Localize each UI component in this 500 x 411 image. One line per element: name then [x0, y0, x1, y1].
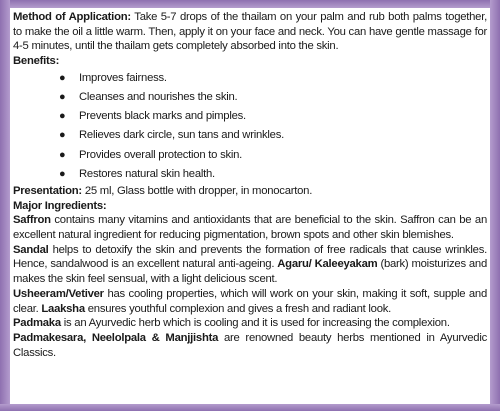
bottom-border: [0, 404, 500, 411]
benefit-text: Relieves dark circle, sun tans and wrinkles.: [79, 129, 284, 142]
left-border: [0, 0, 10, 411]
method-heading: Method of Application:: [13, 11, 131, 23]
right-border: [490, 0, 500, 411]
bullet-icon: ●: [59, 129, 66, 142]
agaru-text: (bark) moisturizes and makes the skin feel sensual, with a light delicious scent.: [13, 258, 487, 286]
padmaka-text: is an Ayurvedic herb which is cooling and it is used for increasing the complexion.: [60, 317, 450, 330]
benefits-heading: Benefits:: [13, 55, 60, 68]
list-item: [13, 165, 487, 184]
benefit-text: Restores natural skin health.: [79, 167, 215, 180]
padmaka-name: Padmaka: [13, 317, 61, 330]
method-paragraph: [13, 10, 487, 54]
sandal-paragraph: [13, 243, 487, 287]
bullet-icon: ●: [59, 148, 66, 161]
benefit-text: Improves fairness.: [79, 71, 167, 84]
padmaka-paragraph: [13, 316, 487, 331]
benefit-text: Cleanses and nourishes the skin.: [79, 91, 238, 103]
presentation-heading: Presentation:: [13, 184, 82, 197]
presentation-paragraph: [13, 184, 487, 199]
list-item: [13, 126, 487, 145]
bullet-icon: ●: [59, 71, 66, 84]
saffron-paragraph: [13, 213, 487, 242]
bullet-icon: ●: [59, 110, 66, 123]
padmakesara-text: are renowned beauty herbs mentioned in Ayurvedic Classics.: [13, 331, 487, 359]
laaksha-name: Laaksha: [41, 302, 85, 315]
agaru-name: Agaru/ Kaleeyakam: [277, 258, 378, 271]
padmakesara-name: Padmakesara, Neelolpala & Manjjishta: [13, 331, 219, 344]
document-content: [13, 10, 487, 360]
usheeram-text: has cooling properties, which will work on your skin, making it soft, supple and clear.: [13, 287, 487, 315]
top-border: [0, 0, 500, 8]
list-item: [13, 69, 487, 88]
bullet-icon: ●: [59, 91, 66, 103]
usheeram-name: Usheeram/Vetiver: [13, 287, 104, 300]
benefit-text: Provides overall protection to skin.: [79, 148, 243, 161]
presentation-text: 25 ml, Glass bottle with dropper, in monocarton.: [81, 184, 313, 197]
benefit-text: Prevents black marks and pimples.: [79, 110, 246, 123]
laaksha-text: ensures youthful complexion and gives a fresh and radiant look.: [84, 302, 392, 315]
list-item: [13, 107, 487, 126]
usheeram-paragraph: [13, 287, 487, 316]
list-item: [13, 88, 487, 107]
padmakesara-paragraph: [13, 331, 487, 360]
bullet-icon: ●: [59, 167, 66, 180]
method-text: Take 5-7 drops of the thailam on your palm and rub both palms together, to make the oil a little warm. Then, apply it on your face and neck. You can have gentle massage for 4-5 minutes, until the thailam gets completely absorbed into the skin.: [13, 11, 487, 53]
list-item: [13, 146, 487, 165]
saffron-text: contains many vitamins and antioxidants that are beneficial to the skin. Saffron can be an excellent natural ingredient for reducing pigmentation, brown spots and other skin blemishes.: [13, 214, 487, 242]
sandal-name: Sandal: [13, 243, 49, 256]
benefits-list: [13, 69, 487, 184]
sandal-text: helps to detoxify the skin and prevents the formation of free radicals that cause wrinkles. Hence, sandalwood is an excellent natural anti-ageing.: [13, 243, 487, 271]
saffron-name: Saffron: [13, 214, 51, 227]
ingredients-heading: Major Ingredients:: [13, 199, 107, 212]
